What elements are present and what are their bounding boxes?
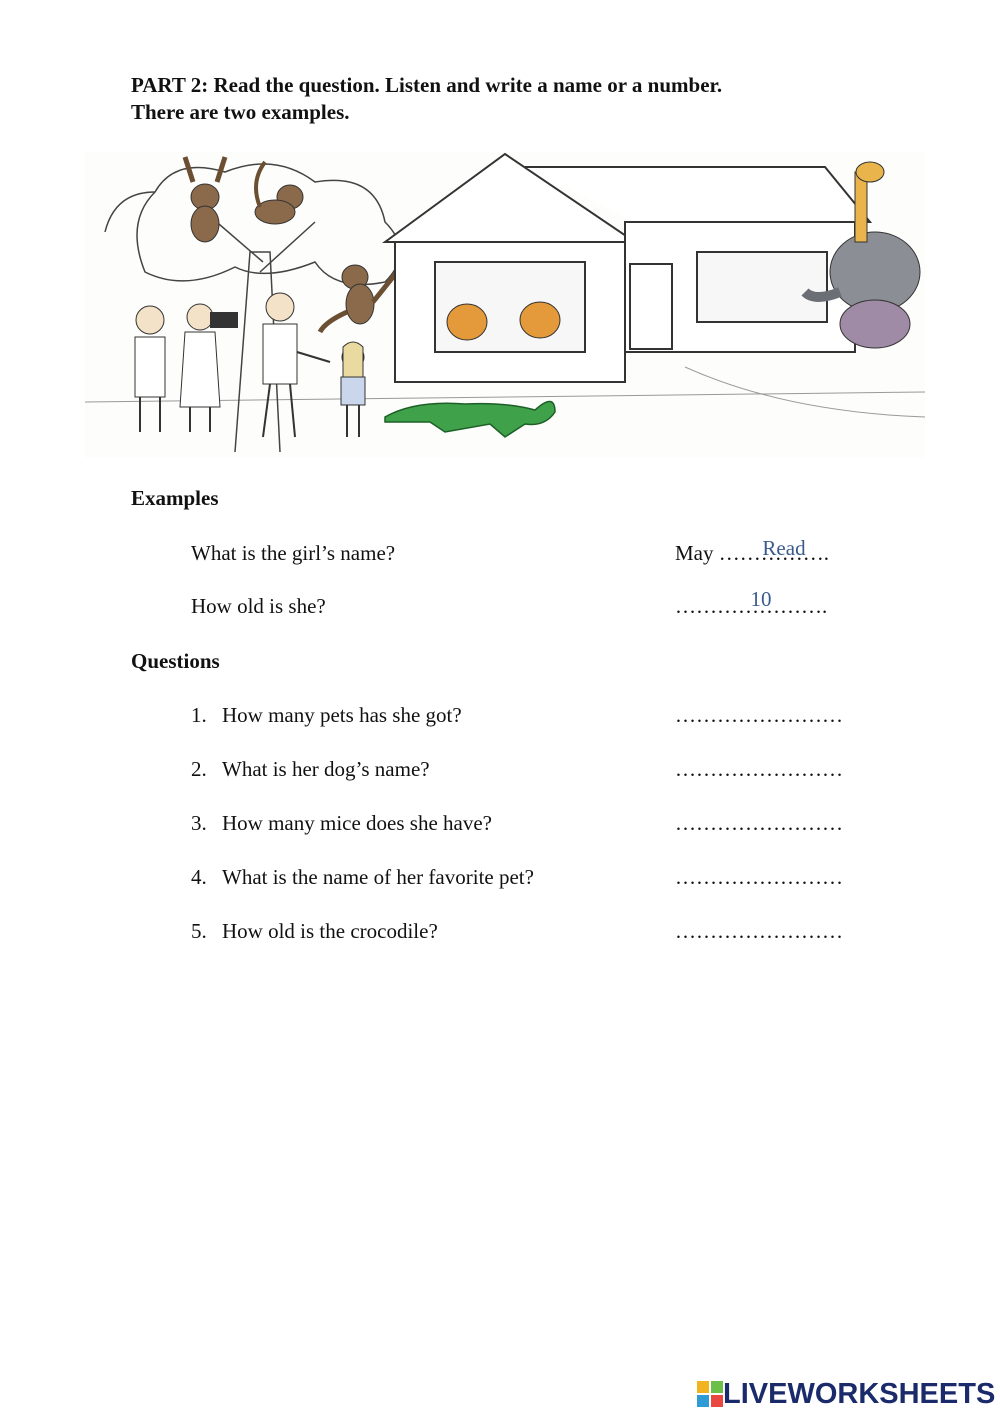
question-number: 2.: [191, 757, 207, 781]
question-number: 3.: [191, 811, 207, 835]
example-question-2: How old is she?: [191, 594, 326, 618]
question-text: What is her dog’s name?: [222, 757, 430, 781]
example-answer-input-2[interactable]: [716, 587, 806, 612]
answer-input-4[interactable]: [675, 860, 865, 886]
answer-input-5[interactable]: [675, 914, 865, 940]
question-1: [191, 703, 462, 728]
question-text: How old is the crocodile?: [222, 919, 438, 943]
example-question-1: What is the girl’s name?: [191, 541, 396, 565]
answer-dots-5: ……………………: [675, 919, 843, 943]
hippo-icon: [840, 300, 910, 348]
answer-dots-3: ……………………: [675, 811, 843, 835]
question-3: [191, 811, 492, 836]
instructions-line-2: There are two examples.: [131, 100, 350, 124]
logo-text: LIVEWORKSHEETS: [723, 1377, 996, 1410]
question-number: 4.: [191, 865, 207, 889]
answer-input-2[interactable]: [675, 752, 865, 778]
liveworksheets-logo[interactable]: [697, 1376, 995, 1412]
question-text: What is the name of her favorite pet?: [222, 865, 534, 889]
liveworksheets-logo-icon: [697, 1381, 723, 1407]
question-text: How many mice does she have?: [222, 811, 492, 835]
example-answer-dots: ………………….: [675, 594, 828, 618]
question-number: 1.: [191, 703, 207, 727]
zoo-house-illustration: [85, 152, 925, 458]
answer-input-1[interactable]: [675, 698, 865, 724]
answer-dots-4: ……………………: [675, 865, 843, 889]
question-4: [191, 865, 534, 890]
answer-dots-1: ……………………: [675, 703, 843, 727]
example-answer-prefix: May: [675, 541, 719, 565]
question-text: How many pets has she got?: [222, 703, 462, 727]
instructions: [131, 72, 911, 126]
answer-dots-2: ……………………: [675, 757, 843, 781]
example-answer-input-1[interactable]: [739, 536, 829, 561]
examples-title: Examples: [131, 486, 219, 510]
questions-title: Questions: [131, 649, 220, 673]
example-answer-dots: …………….: [718, 541, 829, 565]
house-icon: [385, 154, 870, 382]
instructions-line-1: PART 2: Read the question. Listen and write a name or a number.: [131, 73, 723, 97]
question-number: 5.: [191, 919, 207, 943]
question-2: [191, 757, 430, 782]
question-5: [191, 919, 438, 944]
answer-input-3[interactable]: [675, 806, 865, 832]
